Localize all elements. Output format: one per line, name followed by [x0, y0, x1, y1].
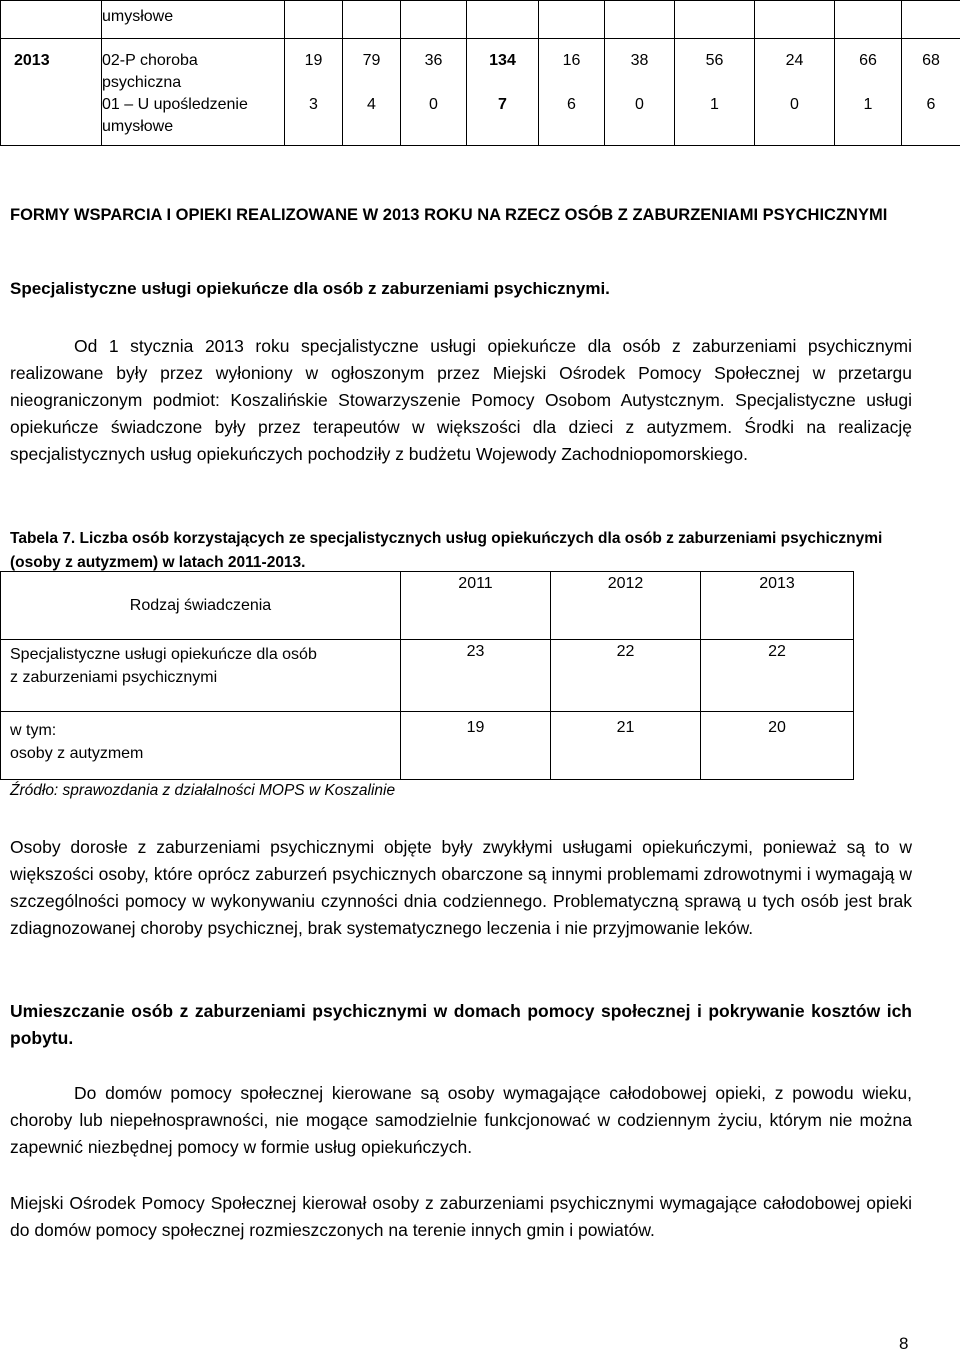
value: 19 — [304, 52, 323, 69]
value: 0 — [790, 96, 799, 113]
section-title: FORMY WSPARCIA I OPIEKI REALIZOWANE W 2013 ROKU NA RZECZ OSÓB Z ZABURZENIAMI PSYCHICZNYMI — [10, 206, 888, 224]
year-header-cell — [551, 572, 701, 640]
value: 1 — [863, 96, 873, 113]
cell-text: umysłowe — [102, 8, 174, 25]
value-cell — [467, 39, 539, 146]
value-cell — [343, 39, 401, 146]
table-header-row — [1, 572, 854, 640]
year-header: 2012 — [607, 575, 644, 592]
table-row — [1, 640, 854, 712]
value: 56 — [705, 52, 724, 69]
value: 21 — [616, 719, 635, 736]
value-cell — [701, 640, 854, 712]
value-cell — [401, 39, 467, 146]
value: 0 — [635, 96, 644, 113]
value: 20 — [768, 719, 786, 736]
year-header: 2013 — [759, 575, 795, 592]
value: 3 — [309, 96, 318, 113]
value-cell — [539, 39, 605, 146]
diagnosis-line: umysłowe — [102, 118, 174, 135]
table-source: Źródło: sprawozdania z działalności MOPS w Koszalinie — [10, 782, 396, 799]
diagnosis-line: psychiczna — [102, 74, 182, 91]
paragraph-3 — [10, 1080, 912, 1161]
value: 0 — [429, 96, 438, 113]
value-cell — [701, 712, 854, 780]
value: 23 — [466, 643, 485, 660]
value-cell — [551, 712, 701, 780]
value-cell — [285, 39, 343, 146]
top-table-continued-label — [102, 1, 285, 39]
row-label-line: w tym: — [10, 722, 57, 739]
value: 7 — [498, 96, 507, 113]
row-label-line: osoby z autyzmem — [10, 745, 144, 762]
value: 4 — [367, 96, 376, 113]
row-label-cell — [1, 640, 401, 712]
diagnosis-line: 02-P choroba — [102, 52, 198, 69]
value: 1 — [710, 96, 719, 113]
top-table — [0, 0, 960, 146]
value: 79 — [362, 52, 381, 69]
year-header-cell — [401, 572, 551, 640]
value: 6 — [567, 96, 576, 113]
top-table-spacer — [1, 1, 102, 39]
page-number: 8 — [899, 1334, 909, 1353]
paragraph-1 — [10, 333, 912, 468]
subsection-title-2: Umieszczanie osób z zaburzeniami psychicznymi w domach pomocy społecznej i pokrywanie kosztów ich pobytu. — [10, 1001, 912, 1048]
paragraph-2: Osoby dorosłe z zaburzeniami psychicznymi objęte były zwykłymi usługami opiekuńczymi, ponieważ są to w większości osoby, które oprócz zaburzeń psychicznych obarczone są innymi problemami zdrowotnymi i wymagają w szczególności pomocy w wykonywaniu czynności dnia codziennego. Problematyczną sprawą u tych osób jest brak zdiagnozowanej choroby psychicznej, brak systematycznego leczenia i nie przyjmowanie leków. — [10, 837, 912, 938]
paragraph-3-text: Do domów pomocy społecznej kierowane są osoby wymagające całodobowej opieki, z powodu wieku, choroby lub niepełnosprawności, nie mogące samodzielnie funkcjonować w codziennym życiu, którym nie można zapewnić niezbędnej pomocy w formie usług opiekuńczych. — [10, 1083, 912, 1157]
header-label-cell — [1, 572, 401, 640]
value-cell — [605, 39, 675, 146]
table-row — [1, 39, 960, 146]
row-label-line: Specjalistyczne usługi opiekuńcze dla osób — [10, 646, 317, 663]
value: 16 — [562, 52, 581, 69]
paragraph-1-text: Od 1 stycznia 2013 roku specjalistyczne usługi opiekuńcze dla osób z zaburzeniami psychicznymi realizowane były przez wyłoniony w ogłoszonym przez Miejski Ośrodek Pomocy Społecznej w przetargu nieograniczonym podmiot: Koszalińskie Stowarzyszenie Pomocy Osobom Autystcznym. Specjalistyczne usługi opiekuńcze świadczone były przez terapeutów w większości dla dzieci z autyzmem. Środki na realizację specjalistycznych usług opiekuńczych pochodziły z budżetu Wojewody Zachodniopomorskiego. — [10, 336, 912, 464]
diagnosis-line: 01 – U upośledzenie — [102, 96, 248, 113]
year-cell — [1, 39, 102, 146]
value-cell — [401, 640, 551, 712]
year-header: 2011 — [458, 575, 493, 592]
table-7-caption: Tabela 7. Liczba osób korzystających ze specjalistycznych usług opiekuńczych dla osób z zaburzeniami psychicznymi (osoby z autyzmem) w latach 2011-2013. — [10, 530, 883, 571]
year-text: 2013 — [14, 52, 50, 69]
value-cell — [902, 39, 960, 146]
value: 6 — [926, 96, 936, 113]
value-cell — [755, 39, 835, 146]
value: 22 — [768, 643, 786, 660]
value-cell — [835, 39, 902, 146]
table-7 — [0, 571, 854, 780]
header-label: Rodzaj świadczenia — [129, 596, 272, 614]
subsection-title: Specjalistyczne usługi opiekuńcze dla osób z zaburzeniami psychicznymi. — [10, 279, 610, 298]
value-cell — [551, 640, 701, 712]
value: 134 — [489, 52, 516, 69]
value: 36 — [424, 52, 443, 69]
value-cell — [401, 712, 551, 780]
value: 66 — [859, 52, 877, 69]
value-cell — [675, 39, 755, 146]
paragraph-4: Miejski Ośrodek Pomocy Społecznej kierował osoby z zaburzeniami psychicznymi wymagające całodobowej opieki do domów pomocy społecznej rozmieszczonych na terenie innych gmin i powiatów. — [10, 1193, 912, 1240]
value: 68 — [922, 52, 940, 69]
value: 22 — [616, 643, 635, 660]
value: 19 — [466, 719, 485, 736]
diagnosis-cell — [102, 39, 285, 146]
value: 38 — [630, 52, 649, 69]
row-label-line: z zaburzeniami psychicznymi — [10, 669, 218, 686]
row-label-cell — [1, 712, 401, 780]
table-row — [1, 712, 854, 780]
year-header-cell — [701, 572, 854, 640]
value: 24 — [785, 52, 804, 69]
